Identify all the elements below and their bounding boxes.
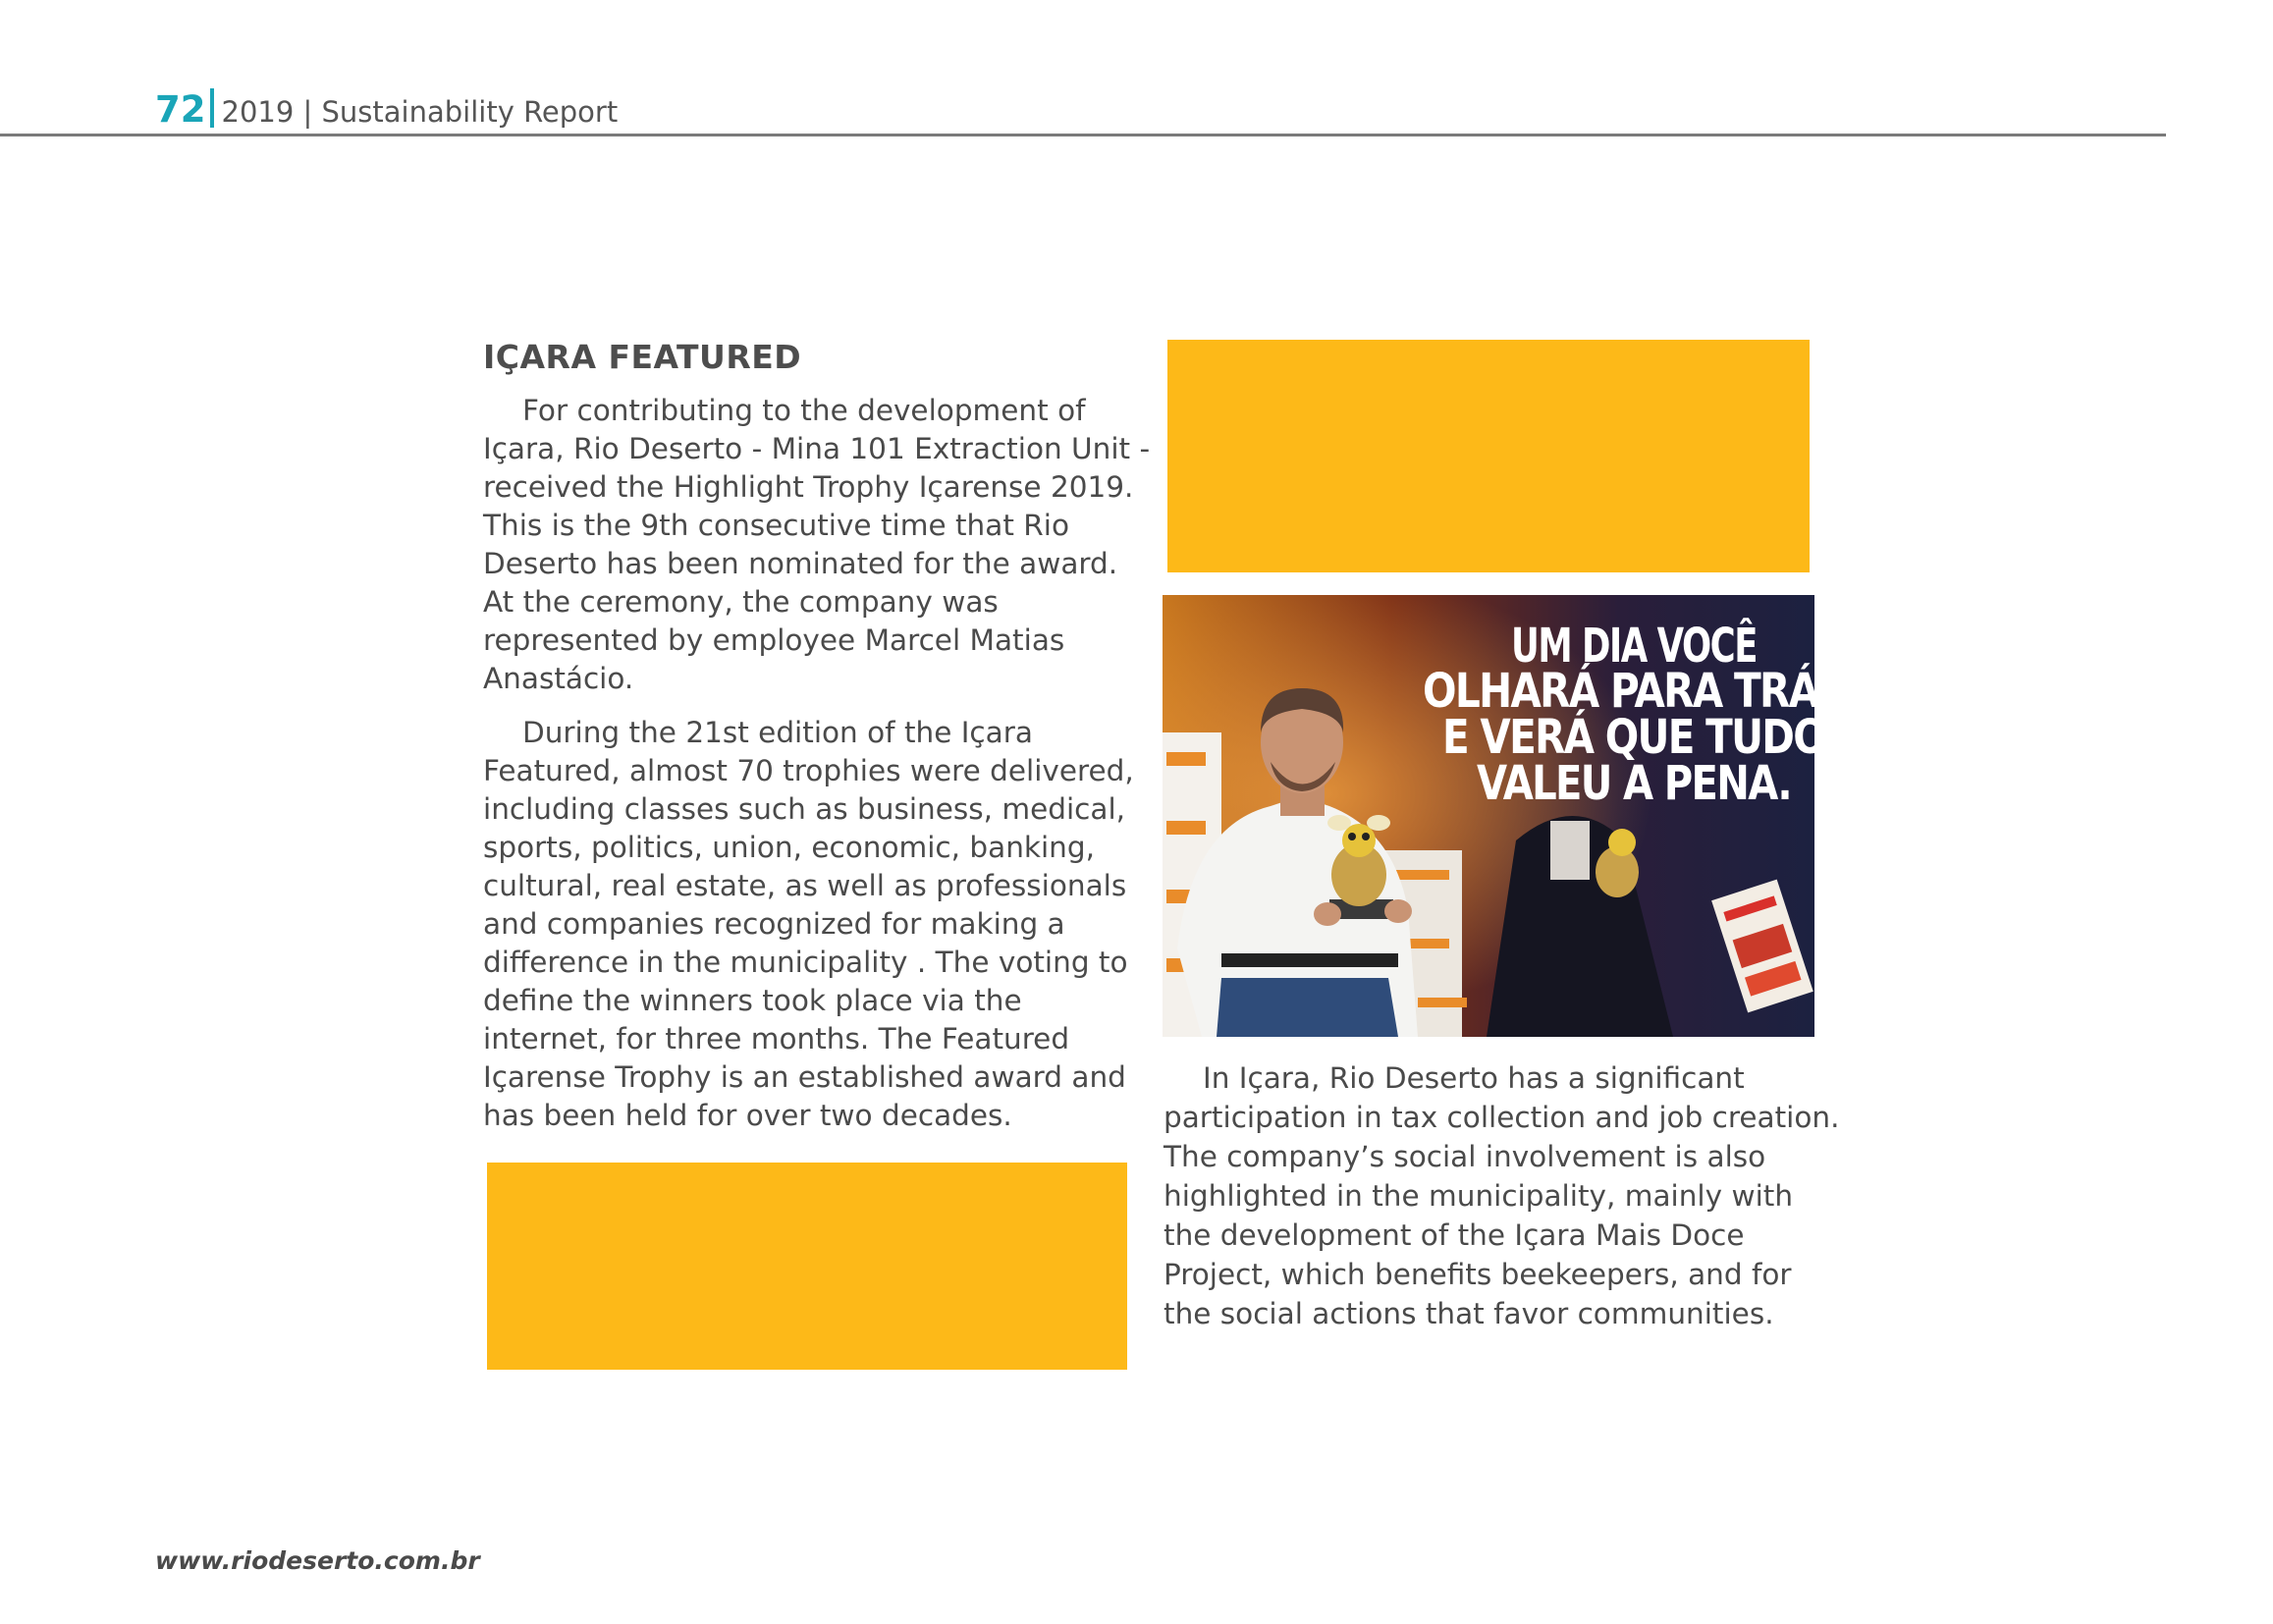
- award-photo: [1163, 595, 1921, 1037]
- footer-url[interactable]: www.riodeserto.com.br: [155, 1546, 480, 1575]
- page-number: 72: [155, 88, 206, 131]
- report-title: 2019 | Sustainability Report: [221, 95, 619, 129]
- highlight-block-bottom: [487, 1163, 1127, 1370]
- paragraph-trophy: For contributing to the development of Içara, Rio Deserto - Mina 101 Extraction Unit - received the Highlight Trophy Içarense 2019. This is the 9th consecutive time that Rio Deserto has been nominated for the award. At the ceremony, the company was represented by employee Marcel Matias Anastácio.: [483, 394, 1151, 695]
- banner-line-2: OLHARÁ PARA TRÁS: [1423, 664, 1921, 719]
- banner-line-4: VALEU A PENA.: [1477, 756, 1791, 811]
- highlight-block-top: [1167, 340, 1810, 572]
- left-column: [483, 392, 1151, 1151]
- banner-line-3: E VERÁ QUE TUDO: [1442, 710, 1896, 765]
- paragraph-edition: During the 21st edition of the Içara Featured, almost 70 trophies were delivered, including classes such as business, medical, sports, politics, union, economic, banking, cultural, real estate, as well as professionals and companies recognized for making a difference in the municipality . The voting to define the winners took place via the internet, for three months. The Featured Içarense Trophy is an established award and has been held for over two decades.: [483, 716, 1134, 1132]
- header-rule: [0, 134, 2166, 136]
- paragraph-participation: In Içara, Rio Deserto has a significant participation in tax collection and job creation. The company’s social involvement is also highlighted in the municipality, mainly with the development of the Içara Mais Doce Project, which benefits beekeepers, and for the social actions that favor communities.: [1164, 1061, 1840, 1330]
- section-heading: IÇARA FEATURED: [483, 338, 802, 376]
- right-column: [1164, 1058, 1841, 1333]
- page-header: [155, 82, 618, 132]
- page-number-divider: [210, 88, 214, 128]
- banner-line-1: UM DIA VOCÊ: [1511, 619, 1844, 674]
